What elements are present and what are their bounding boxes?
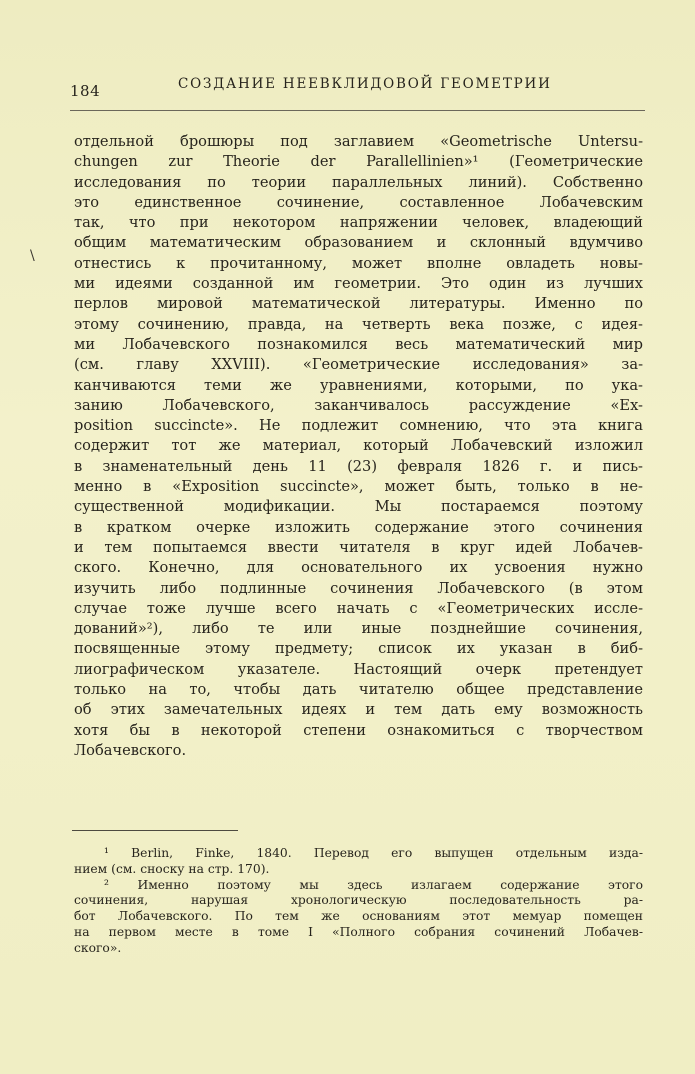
body-line: ми идеями созданной им геометрии. Это один из лучших <box>74 275 643 293</box>
body-line: в знаменательный день 11 (23) февраля 1826 г. и пись- <box>74 457 643 475</box>
body-line: и тем попытаемся ввести читателя в круг идей Лобачев- <box>74 538 643 556</box>
body-text <box>74 132 643 761</box>
footnote-line: на первом месте в томе I «Полного собрания сочинений Лобачев- <box>74 924 643 939</box>
body-line: изучить либо подлинные сочинения Лобачевского (в этом <box>74 579 643 597</box>
footnote-line: ² Именно поэтому мы здесь излагаем содержание этого <box>104 877 643 892</box>
body-line: общим математическим образованием и склонный вдумчиво <box>74 234 643 252</box>
body-line: это единственное сочинение, составленное Лобачевским <box>74 193 643 211</box>
margin-pencil-mark: \ <box>30 248 35 264</box>
body-line: исследования по теории параллельных линий). Собственно <box>74 173 643 191</box>
footnote-line: бот Лобачевского. По тем же основаниям этот мемуар помещен <box>74 909 643 924</box>
body-line: посвященные этому предмету; список их указан в биб- <box>74 640 643 658</box>
body-line: ми Лобачевского познакомился весь математический мир <box>74 335 643 353</box>
body-line: об этих замечательных идеях и тем дать ему возможность <box>74 701 643 719</box>
footnote-line: нием (см. сноску на стр. 170). <box>74 861 270 876</box>
body-line: перлов мировой математической литературы. Именно по <box>74 295 643 313</box>
body-line: так, что при некотором напряжении человек, владеющий <box>74 214 643 232</box>
footnote-line: сочинения, нарушая хронологическую последовательность ра- <box>74 893 643 908</box>
body-line: лиографическом указателе. Настоящий очерк претендует <box>74 660 643 678</box>
body-line: существенной модификации. Мы постараемся поэтому <box>74 498 643 516</box>
body-line: только на то, чтобы дать читателю общее представление <box>74 681 643 699</box>
body-line: position succincte». Не подлежит сомнению, что эта книга <box>74 417 643 435</box>
body-line: ского. Конечно, для основательного их усвоения нужно <box>74 559 643 577</box>
body-line: (см. главу XXVIII). «Геометрические исследования» за- <box>74 356 643 374</box>
footnote-line: ского». <box>74 940 122 955</box>
body-line: этому сочинению, правда, на четверть века позже, с идея- <box>74 315 643 333</box>
body-line: случае тоже лучше всего начать с «Геометрических иссле- <box>74 599 643 617</box>
page-number: 184 <box>70 82 101 100</box>
running-head: СОЗДАНИЕ НЕЕВКЛИДОВОЙ ГЕОМЕТРИИ <box>178 76 552 92</box>
body-line: отнестись к прочитанному, может вполне овладеть новы- <box>74 254 643 272</box>
body-line: менно в «Exposition succincte», может быть, только в не- <box>74 478 643 496</box>
body-line: chungen zur Theorie der Parallellinien»¹ (Геометрические <box>74 153 643 171</box>
footnote-line: ¹ Berlin, Finke, 1840. Перевод его выпущен отдельным изда- <box>104 846 643 860</box>
page-header <box>70 70 645 111</box>
body-line: Лобачевского. <box>74 741 187 759</box>
body-line: отдельной брошюры под заглавием «Geometrische Untersu- <box>74 133 643 150</box>
body-line: канчиваются теми же уравнениями, которыми, по ука- <box>74 376 643 394</box>
body-line: хотя бы в некоторой степени ознакомиться с творчеством <box>74 721 643 739</box>
body-line: дований»²), либо те или иные позднейшие сочинения, <box>74 620 643 638</box>
body-line: занию Лобачевского, заканчивалось рассуждение «Ex- <box>74 396 643 414</box>
body-line: содержит тот же материал, который Лобачевский изложил <box>74 437 643 455</box>
body-line: в кратком очерке изложить содержание этого сочинения <box>74 518 643 536</box>
footnote-separator <box>72 830 238 831</box>
footnotes <box>74 846 643 957</box>
